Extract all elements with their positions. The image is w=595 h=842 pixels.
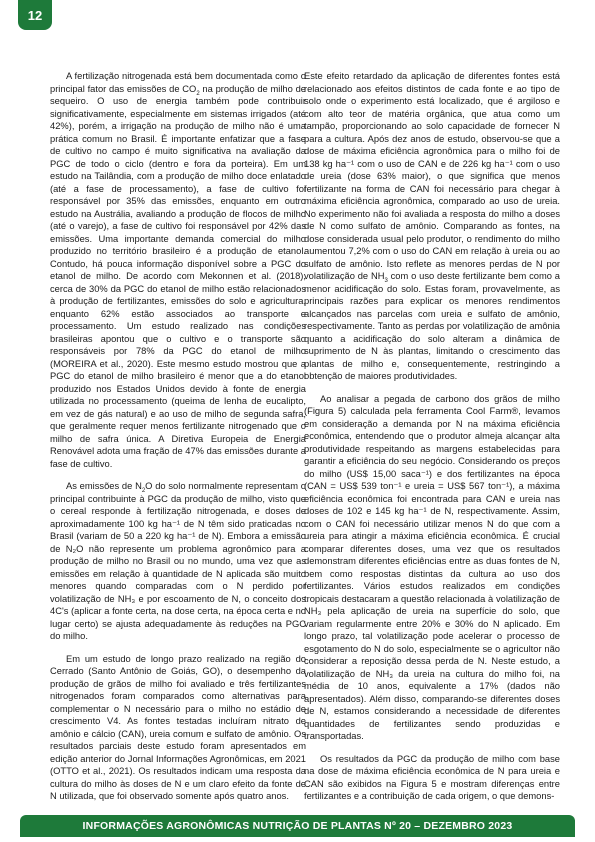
right-column <box>304 70 560 813</box>
left-column <box>50 70 306 813</box>
paragraph: As emissões de $N_2O$ do solo normalmente representam o principal contribuinte à PGC da produção de milho, visto que o cereal responde à fertilização nitrogenada, e doses de aproximadamente 100 kg ha⁻¹ de N têm sido praticadas no Brasil (variam de 50 a 220 kg ha⁻¹ de N). Embora a emissão de N₂O não represente um problema agronômico para a produção de milho no Brasil ou no mundo, uma vez que as emissões em relação à quantidade de N aplicada são muito menores quando comparadas com o N perdido por volatilização de NH₃ e por escoamento de N, o conceito dos 4C's (aplicar a fonte certa, na dose certa, na época certa e no lugar certo) se ajusta adequadamente às reduções na PGC do milho. <box>50 481 306 641</box>
paragraph: Este efeito retardado da aplicação de diferentes fontes está relacionado aos efeitos distintos de cada fonte e ao tipo de solo onde o experimento está localizado, que é argiloso e com alto teor de matéria orgânica, que atua como um tampão, proporcionando ao solo capacidade de fornecer N para a cultura. Após dez anos de estudo, observou-se que a dose de máxima eficiência agronômica para o milho foi de 138 kg ha⁻¹ com o uso de CAN e de 226 kg ha⁻¹ com o uso de ureia (dose 63% maior), o que significa que menos fertilizante na forma de CAN foi necessário para chegar à máxima eficiência agronômica, comparado ao uso de ureia. No experimento não foi avaliada a resposta do milho a doses de N como sulfato de amônio. Comparando as fontes, na dose considerada usual pelo produtor, o rendimento do milho aumentou 7,2% com o uso do CAN em relação à ureia ou ao sulfato de amônio. Isto reflete as menores perdas de N por volatilização de $NH_3$ com o uso deste fertilizante bem como a menor acidificação do solo. Estas foram, provavelmente, as principais razões para explicar os menores rendimentos alcançados nas parcelas com ureia e sulfato de amônio, respectivamente. Tanto as perdas por volatilização de amônia quanto a acidificação do solo alteram a dinâmica de suprimento de N às plantas, limitando o crescimento das plantas de milho e, consequentemente, restringindo a obtenção de maiores produtividades. <box>304 71 560 381</box>
page-number: 12 <box>18 0 52 30</box>
paragraph: A fertilização nitrogenada está bem documentada como o principal fator das emissões de $CO_2$ na produção de milho de sequeiro. O uso de energia também pode contribuir significativamente, especialmente em sistemas irrigados (até 42%), porém, a irrigação na produção de milho não é uma prática comum no Brasil. É importante enfatizar que a fase de cultivo no campo é muito significativa na avaliação da PGC de todo o ciclo (dentro e fora da porteira). Em um estudo na Tailândia, com a produção de milho doce enlatado (até a fase de processamento), a fase de cultivo foi responsável por 35% das emissões, enquanto em outro estudo na Austrália, avaliando a produção de flocos de milho (até o varejo), a fase de cultivo foi responsável por 42% das emissões. Uma importante demanda comercial do milho produzido no território brasileiro é a produção de etanol. Contudo, há pouca informação disponível sobre a PGC do etanol de milho. De acordo com Mekonnen et al. (2018), cerca de 30% da PGC do etanol de milho estão relacionados à produção de fertilizantes, emissões do solo e agricultura, enquanto 62% estão associados ao transporte e processamento. Um estudo realizado nas condições brasileiras apontou que o cultivo e o transporte são responsáveis por 78% da PGC do etanol de milho (MOREIRA et al., 2020). Este mesmo estudo mostrou que a PGC do etanol de milho brasileiro é menor que a do etanol produzido nos Estados Unidos devido à fonte de energia utilizada no processamento (queima de lenha de eucalipto, em vez de gás natural) e ao uso de milho de segunda safra, que geralmente requer menos fertilizante nitrogenado que o milho de safra única. A Diretiva Europeia de Energia Renovável adota uma fração de 47% das emissões durante a fase de cultivo. <box>50 71 306 469</box>
footer-banner: INFORMAÇÕES AGRONÔMICAS NUTRIÇÃO DE PLANTAS Nº 20 – DEZEMBRO 2023 <box>20 815 575 837</box>
paragraph: Em um estudo de longo prazo realizado na região do Cerrado (Santo Antônio de Goiás, GO), o desempenho da produção de grãos de milho foi avaliado e três fertilizantes nitrogenados foram comparados como alternativas para complementar o N necessário para o milho no estádio de crescimento V4. As fontes testadas incluíram nitrato de amônio e cálcio (CAN), ureia comum e sulfato de amônio. Os resultados parciais deste estudo foram apresentados em edição anterior do Jornal Informações Agronômicas, em 2021 (OTTO et al., 2021). Os resultados indicam uma resposta da cultura do milho às doses de N e um claro efeito da fonte de N utilizada, que foi observado somente após quatro anos. <box>50 653 306 801</box>
paragraph: Os resultados da PGC da produção de milho com base na dose de máxima eficiência econômica de N para ureia e CAN são exibidos na Figura 5 e mostram diferenças entre fertilizantes e a contribuição de cada origem, o que demons- <box>304 753 560 801</box>
paragraph: Ao analisar a pegada de carbono dos grãos de milho (Figura 5) calculada pela ferramenta Cool Farm®, levamos em consideração a demanda por N na máxima eficiência econômica, entendendo que o produtor almeja alcançar alta produtividade respeitando as margens estabelecidas para garantir a eficiência do seu negócio. Considerando os preços do milho (US$ 15,00 saca⁻¹) e dos fertilizantes na época (CAN = US$ 539 ton⁻¹ e ureia = US$ 567 ton⁻¹), a máxima eficiência econômica foi encontrada para CAN e ureia nas doses de 102 e 145 kg ha⁻¹ de N, respectivamente. Assim, com o CAN foi necessário utilizar menos N do que com a ureia para atingir a máxima eficiência econômica. É crucial comparar diferentes doses, uma vez que os resultados demonstram diferentes eficiências entre as duas fontes de N, bem como respostas distintas da cultura ao uso dos fertilizantes. Vários estudos realizados em condições tropicais destacaram a questão relacionada à volatilização de NH₃ pela aplicação de ureia na superfície do solo, que variam regularmente entre 20% e 30% do N aplicado. Em longo prazo, tal volatilização pode acelerar o processo de esgotamento do N do solo, especialmente se o agricultor não considerar a reposição dessa perda de N. Neste estudo, a volatilização de NH₃ da ureia na cultura do milho foi, na média de 10 anos, equivalente a 17% (dados não apresentados). Além disso, comparando-se diferentes doses de N, estamos considerando a necessidade de diferentes quantidades de fertilizantes sendo produzidas e transportadas. <box>304 393 560 741</box>
